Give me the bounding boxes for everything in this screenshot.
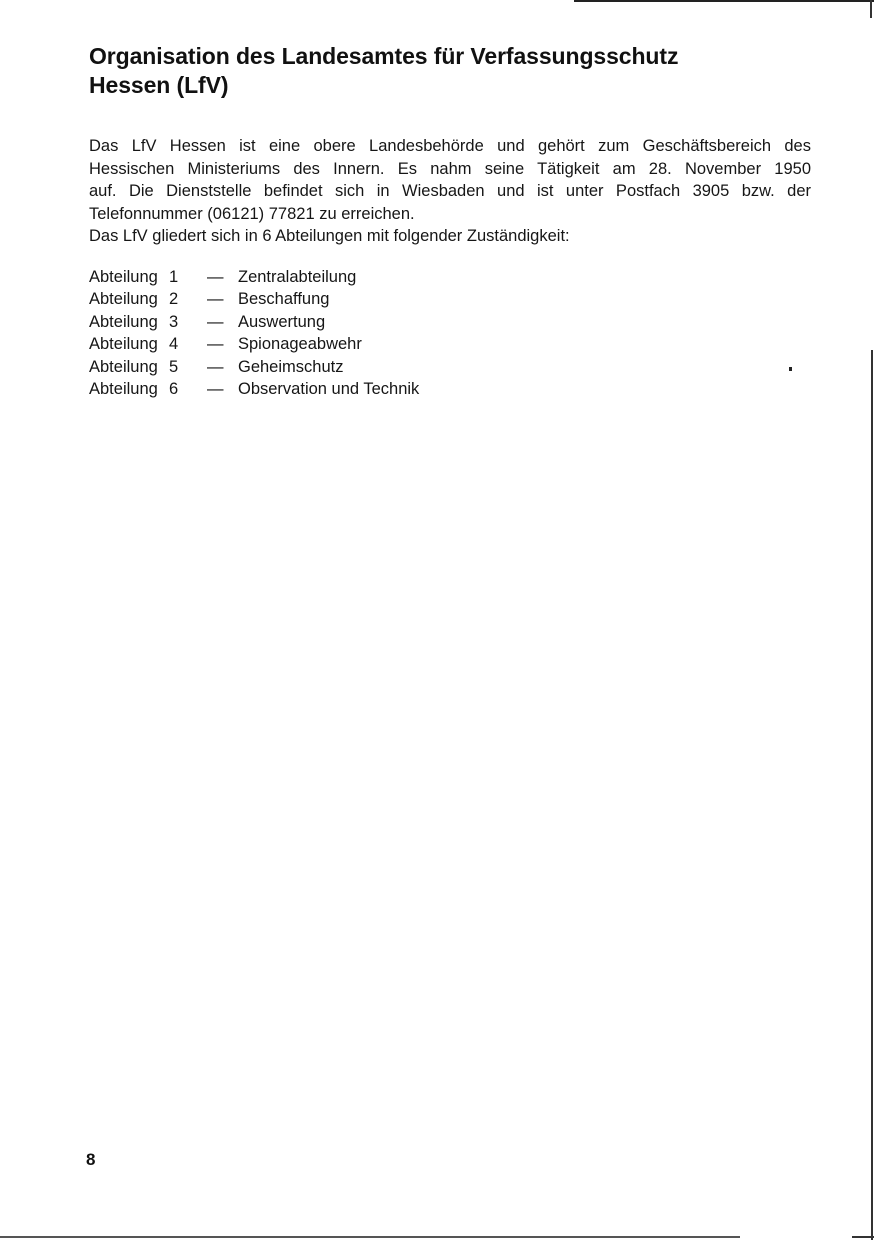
- department-label: Abteilung: [89, 312, 158, 331]
- department-name: Beschaffung: [238, 290, 330, 309]
- department-row: [89, 266, 419, 288]
- department-dash: —: [207, 290, 224, 309]
- department-name: Observation und Technik: [238, 380, 420, 399]
- department-number: 4: [169, 335, 179, 354]
- paragraph-line: auf. Die Dienststelle befindet sich in Wiesbaden und ist unter Postfach 3905 bzw. der: [89, 182, 811, 200]
- title-line-2: Hessen (LfV): [89, 72, 229, 98]
- title-line-1: Organisation des Landesamtes für Verfassungsschutz: [89, 43, 679, 69]
- department-list: [89, 266, 419, 400]
- department-number: 1: [169, 268, 179, 286]
- department-name: Auswertung: [238, 312, 326, 331]
- scan-edge-bottom: [0, 1236, 740, 1238]
- department-label: Abteilung: [89, 290, 158, 309]
- department-name: Zentralabteilung: [238, 268, 357, 286]
- department-name: Spionageabwehr: [238, 335, 362, 354]
- scan-edge-top: [574, 0, 874, 2]
- department-dash: —: [207, 335, 224, 354]
- department-number: 5: [169, 357, 179, 376]
- scan-speck: [789, 367, 792, 371]
- department-label: Abteilung: [89, 380, 158, 399]
- department-name: Geheimschutz: [238, 357, 344, 376]
- paragraph-line: Das LfV Hessen ist eine obere Landesbehörde und gehört zum Geschäftsbereich des: [89, 137, 811, 155]
- paragraph-line: Telefonnummer (06121) 77821 zu erreichen.: [89, 204, 415, 223]
- department-row: [89, 378, 419, 400]
- department-label: Abteilung: [89, 268, 158, 286]
- department-number: 6: [169, 380, 179, 399]
- department-row: [89, 311, 419, 333]
- department-row: [89, 356, 419, 378]
- paragraph-line: Hessischen Ministeriums des Innern. Es nahm seine Tätigkeit am 28. November 1950: [89, 159, 811, 178]
- department-row: [89, 288, 419, 310]
- department-row: [89, 333, 419, 355]
- paragraph-line: Das LfV gliedert sich in 6 Abteilungen mit folgender Zuständigkeit:: [89, 227, 570, 245]
- scan-edge-right-top: [870, 0, 872, 18]
- scan-edge-bottom-right: [852, 1236, 874, 1238]
- page-number: 8: [86, 1150, 96, 1169]
- intro-paragraph: [89, 135, 811, 248]
- scan-edge-right: [871, 350, 873, 1240]
- department-number: 3: [169, 312, 179, 331]
- department-dash: —: [207, 312, 224, 331]
- department-dash: —: [207, 268, 224, 286]
- department-number: 2: [169, 290, 179, 309]
- department-dash: —: [207, 380, 224, 399]
- department-dash: —: [207, 357, 224, 376]
- department-label: Abteilung: [89, 357, 158, 376]
- page-title: [89, 42, 789, 100]
- department-label: Abteilung: [89, 335, 158, 354]
